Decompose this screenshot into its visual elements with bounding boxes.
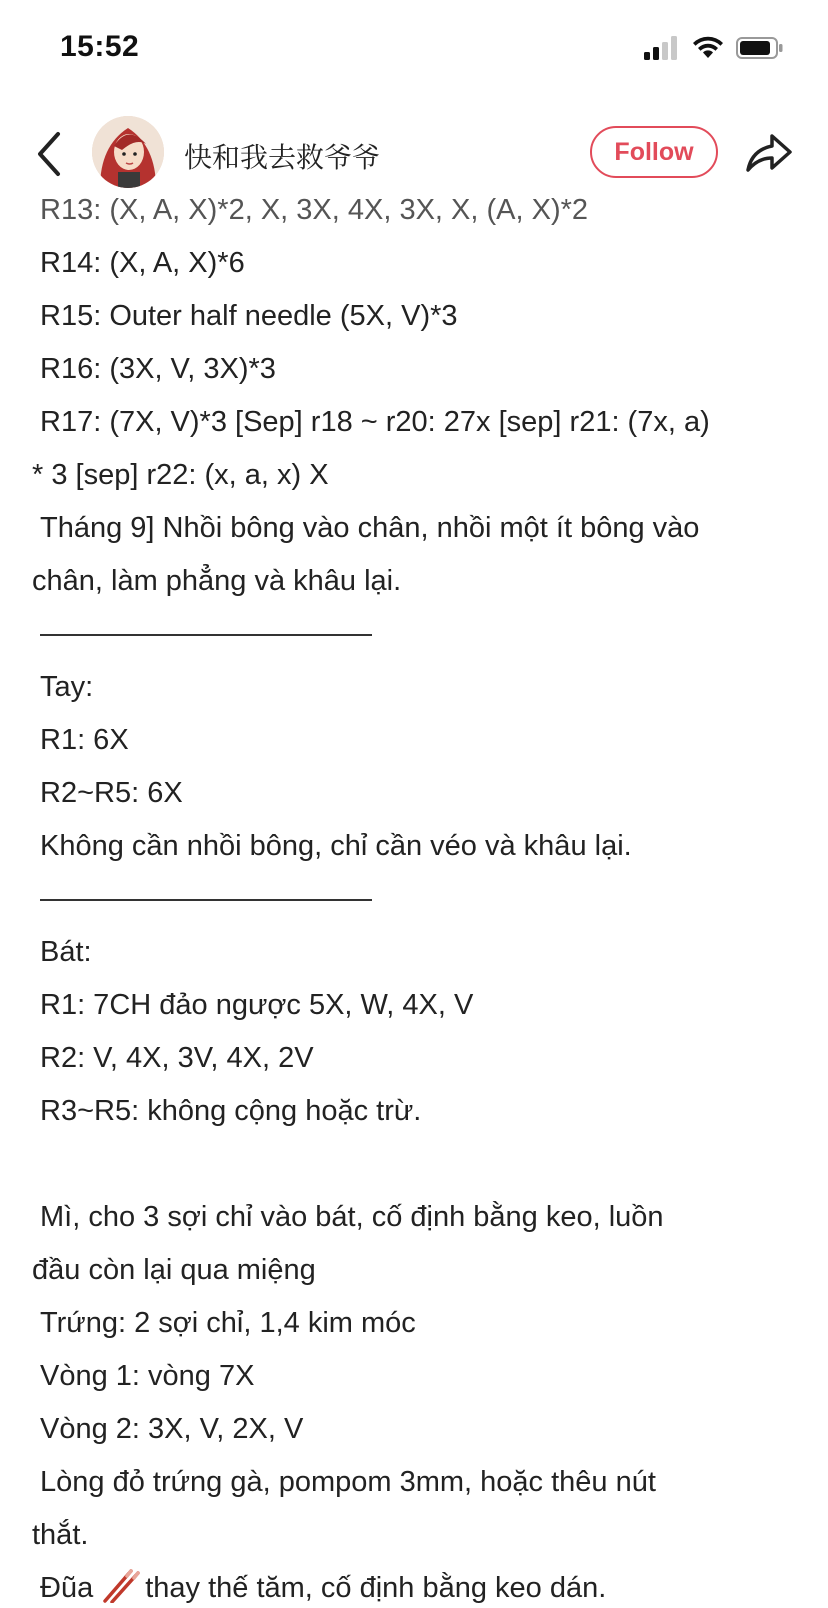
section-divider (0, 608, 800, 661)
blank-line (0, 1138, 800, 1191)
tay-row-1: R1: 6X (40, 724, 129, 756)
egg-materials: Trứng: 2 sợi chỉ, 1,4 kim móc (40, 1307, 416, 1339)
author-username[interactable]: 快和我去救爷爷 (184, 141, 381, 174)
bat-row-3-5: R3~R5: không cộng hoặc trừ. (40, 1095, 422, 1127)
step-9-continued: chân, làm phẳng và khâu lại. (32, 565, 402, 597)
partial-row-r13: R13: (X, A, X)*2, X, 3X, 4X, 3X, X, (A, X)*2 (40, 196, 589, 226)
row-r17-continued: * 3 [sep] r22: (x, a, x) X (32, 459, 329, 491)
noodle-instructions-continued: đầu còn lại qua miệng (32, 1254, 316, 1286)
status-bar (0, 0, 828, 100)
row-r15: R15: Outer half needle (5X, V)*3 (40, 300, 458, 332)
post-text (0, 196, 800, 1608)
status-time: 15:52 (60, 30, 140, 63)
chopsticks-text: thay thế tăm, cố định bằng keo dán. (145, 1572, 607, 1604)
chopsticks-label: Đũa (40, 1572, 94, 1604)
bat-row-1: R1: 7CH đảo ngược 5X, W, 4X, V (40, 989, 474, 1021)
status-icons (644, 36, 784, 60)
yolk-instructions-continued: thắt. (32, 1519, 89, 1551)
share-icon[interactable] (744, 130, 794, 176)
bat-row-2: R2: V, 4X, 3V, 4X, 2V (40, 1042, 314, 1074)
follow-button[interactable]: Follow (590, 126, 718, 178)
tay-row-2-5: R2~R5: 6X (40, 777, 183, 809)
section-divider (0, 873, 800, 926)
signal-icon (644, 36, 680, 60)
row-r14: R14: (X, A, X)*6 (40, 247, 245, 279)
egg-round-1: Vòng 1: vòng 7X (40, 1360, 255, 1392)
egg-round-2: Vòng 2: 3X, V, 2X, V (40, 1413, 304, 1445)
step-9: Tháng 9] Nhồi bông vào chân, nhồi một ít bông vào (40, 512, 700, 544)
section-title-bat: Bát: (40, 936, 92, 968)
section-title-tay: Tay: (40, 671, 94, 703)
battery-icon (736, 36, 784, 60)
row-r17: R17: (7X, V)*3 [Sep] r18 ~ r20: 27x [sep] r21: (7x, a) (40, 406, 710, 438)
back-chevron-icon[interactable] (30, 128, 70, 180)
avatar-illustration (92, 116, 164, 188)
tay-note: Không cần nhồi bông, chỉ cần véo và khâu lại. (40, 830, 632, 862)
yolk-instructions: Lòng đỏ trứng gà, pompom 3mm, hoặc thêu nút (40, 1466, 656, 1498)
wifi-icon (692, 36, 724, 60)
post-content (0, 196, 828, 1608)
avatar[interactable] (92, 116, 164, 188)
nav-bar (0, 112, 828, 196)
noodle-instructions: Mì, cho 3 sợi chỉ vào bát, cố định bằng keo, luồn (40, 1201, 664, 1233)
chopsticks-instructions (0, 1562, 800, 1608)
chopsticks-icon (101, 1567, 141, 1603)
row-r16: R16: (3X, V, 3X)*3 (40, 353, 276, 385)
